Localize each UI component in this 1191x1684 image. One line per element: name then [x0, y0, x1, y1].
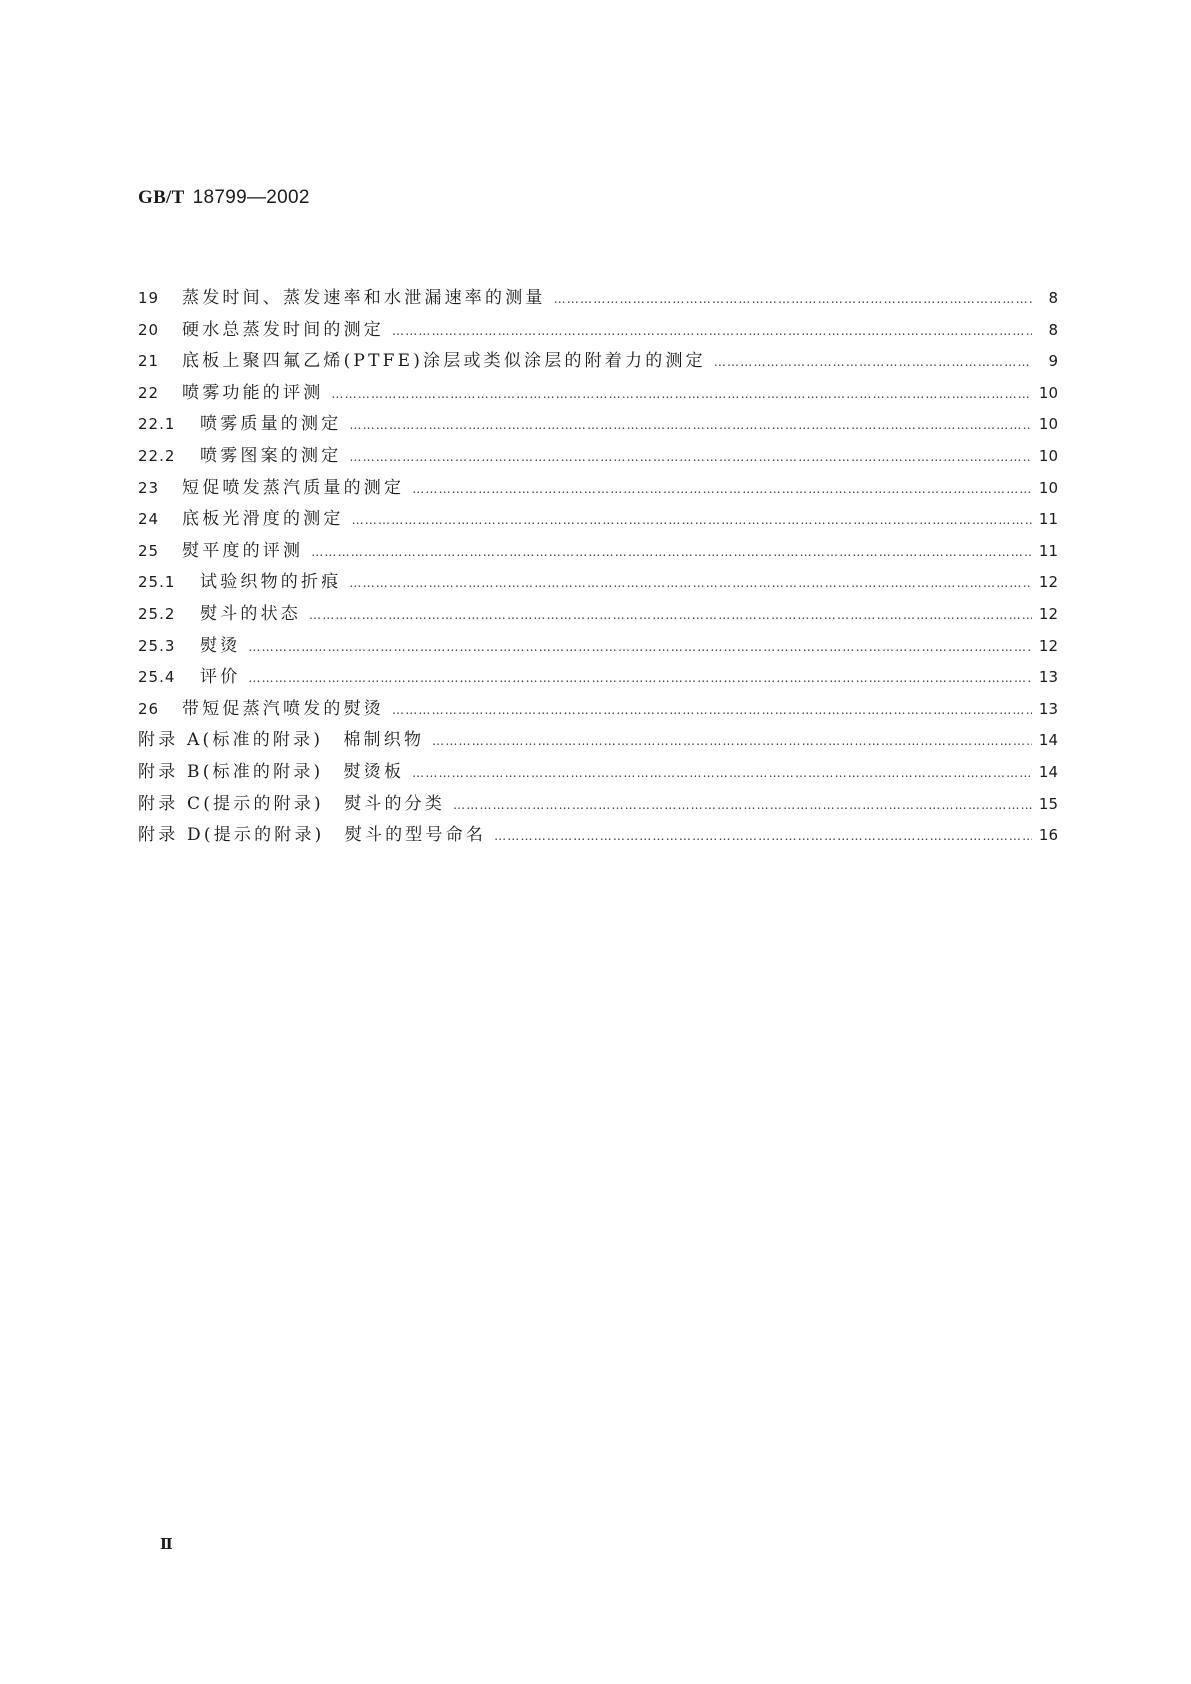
- standard-code-prefix: GB/T: [138, 187, 185, 208]
- toc-leader-dots: [349, 450, 1032, 464]
- toc-entry-title: 附录 B(标准的附录) 熨烫板: [138, 761, 405, 782]
- toc-entry-appendix-a[interactable]: [138, 725, 1058, 757]
- toc-entry-number: 23: [138, 478, 160, 497]
- toc-entry-page: 13: [1038, 668, 1058, 687]
- toc-entry-23[interactable]: [138, 473, 1058, 505]
- toc-entry-page: 9: [1048, 352, 1058, 371]
- toc-entry-number: 22: [138, 383, 160, 402]
- toc-entry-page: 10: [1038, 446, 1058, 465]
- standard-code-header: [138, 186, 310, 209]
- toc-entry-25-3[interactable]: [138, 631, 1058, 663]
- toc-entry-25-2[interactable]: [138, 599, 1058, 631]
- toc-entry-page: 15: [1038, 794, 1058, 813]
- toc-entry-22-1[interactable]: [138, 409, 1058, 441]
- toc-entry-page: 11: [1038, 510, 1058, 529]
- toc-entry-title: 喷雾功能的评测: [182, 382, 324, 403]
- toc-entry-number: 24: [138, 510, 160, 529]
- toc-leader-dots: [331, 387, 1032, 401]
- toc-entry-page: 14: [1038, 762, 1058, 781]
- toc-entry-title: 附录 D(提示的附录) 熨斗的型号命名: [138, 825, 487, 846]
- toc-entry-25-1[interactable]: [138, 567, 1058, 599]
- toc-entry-title: 短促喷发蒸汽质量的测定: [182, 477, 405, 498]
- toc-entry-26[interactable]: [138, 694, 1058, 726]
- toc-entry-number: 26: [138, 699, 160, 718]
- toc-entry-number: 20: [138, 320, 160, 339]
- toc-entry-page: 13: [1038, 699, 1058, 718]
- toc-entry-page: 10: [1038, 415, 1058, 434]
- toc-entry-25[interactable]: [138, 536, 1058, 568]
- toc-entry-page: 8: [1048, 289, 1058, 307]
- toc-leader-dots: [311, 545, 1032, 559]
- toc-entry-number: 25: [138, 541, 160, 560]
- toc-entry-number: 22.2: [138, 446, 176, 465]
- toc-entry-number: 22.1: [138, 415, 176, 434]
- toc-entry-21[interactable]: [138, 346, 1058, 378]
- toc-entry-title: 硬水总蒸发时间的测定: [182, 319, 384, 340]
- toc-entry-page: 10: [1038, 478, 1058, 497]
- toc-entry-title: 熨斗的状态: [200, 603, 301, 624]
- toc-leader-dots: [453, 798, 1032, 812]
- toc-entry-page: 16: [1038, 826, 1058, 845]
- table-of-contents: [138, 283, 1058, 852]
- toc-leader-dots: [392, 703, 1032, 717]
- toc-entry-number: 25.2: [138, 604, 176, 623]
- toc-entry-22-2[interactable]: [138, 441, 1058, 473]
- toc-entry-title: 附录 A(标准的附录) 棉制织物: [138, 730, 425, 751]
- toc-entry-25-4[interactable]: [138, 662, 1058, 694]
- toc-leader-dots: [349, 418, 1032, 432]
- toc-entry-page: 11: [1038, 541, 1058, 560]
- toc-leader-dots: [494, 829, 1032, 843]
- toc-entry-title: 评价: [200, 667, 241, 688]
- toc-entry-title: 底板上聚四氟乙烯(PTFE)涂层或类似涂层的附着力的测定: [182, 351, 706, 372]
- toc-leader-dots: [714, 355, 1032, 369]
- toc-leader-dots: [248, 671, 1032, 685]
- toc-leader-dots: [392, 324, 1032, 338]
- toc-leader-dots: [432, 734, 1032, 748]
- toc-entry-22[interactable]: [138, 378, 1058, 410]
- page-number: Ⅱ: [160, 1535, 173, 1553]
- standard-code-number: 18799—2002: [192, 187, 310, 208]
- toc-entry-20[interactable]: [138, 315, 1058, 347]
- toc-entry-19[interactable]: [138, 283, 1058, 315]
- toc-entry-title: 附录 C(提示的附录) 熨斗的分类: [138, 793, 446, 814]
- toc-entry-appendix-c[interactable]: [138, 789, 1058, 821]
- toc-entry-appendix-b[interactable]: [138, 757, 1058, 789]
- toc-leader-dots: [248, 640, 1032, 654]
- toc-entry-title: 熨平度的评测: [182, 540, 304, 561]
- toc-leader-dots: [412, 766, 1032, 780]
- toc-leader-dots: [309, 608, 1032, 622]
- toc-entry-title: 喷雾图案的测定: [200, 445, 342, 466]
- toc-entry-title: 带短促蒸汽喷发的熨烫: [182, 698, 384, 719]
- toc-entry-page: 10: [1038, 383, 1058, 402]
- toc-entry-title: 熨烫: [200, 635, 241, 656]
- toc-leader-dots: [412, 482, 1032, 496]
- toc-leader-dots: [349, 576, 1032, 590]
- toc-entry-page: 12: [1038, 636, 1058, 655]
- toc-leader-dots: [554, 292, 1032, 306]
- toc-entry-page: 14: [1038, 731, 1058, 750]
- toc-entry-24[interactable]: [138, 504, 1058, 536]
- toc-entry-number: 25.4: [138, 668, 176, 687]
- toc-entry-number: 25.1: [138, 573, 176, 592]
- toc-entry-page: 8: [1048, 320, 1058, 339]
- toc-entry-title: 试验织物的折痕: [200, 572, 342, 593]
- toc-entry-title: 喷雾质量的测定: [200, 414, 342, 435]
- toc-entry-number: 19: [138, 289, 160, 307]
- toc-entry-title: 底板光滑度的测定: [182, 509, 344, 530]
- toc-entry-title: 蒸发时间、蒸发速率和水泄漏速率的测量: [182, 288, 546, 308]
- toc-entry-page: 12: [1038, 604, 1058, 623]
- toc-entry-appendix-d[interactable]: [138, 820, 1058, 852]
- toc-leader-dots: [352, 513, 1032, 527]
- toc-entry-number: 25.3: [138, 636, 176, 655]
- toc-entry-number: 21: [138, 352, 160, 371]
- toc-entry-page: 12: [1038, 573, 1058, 592]
